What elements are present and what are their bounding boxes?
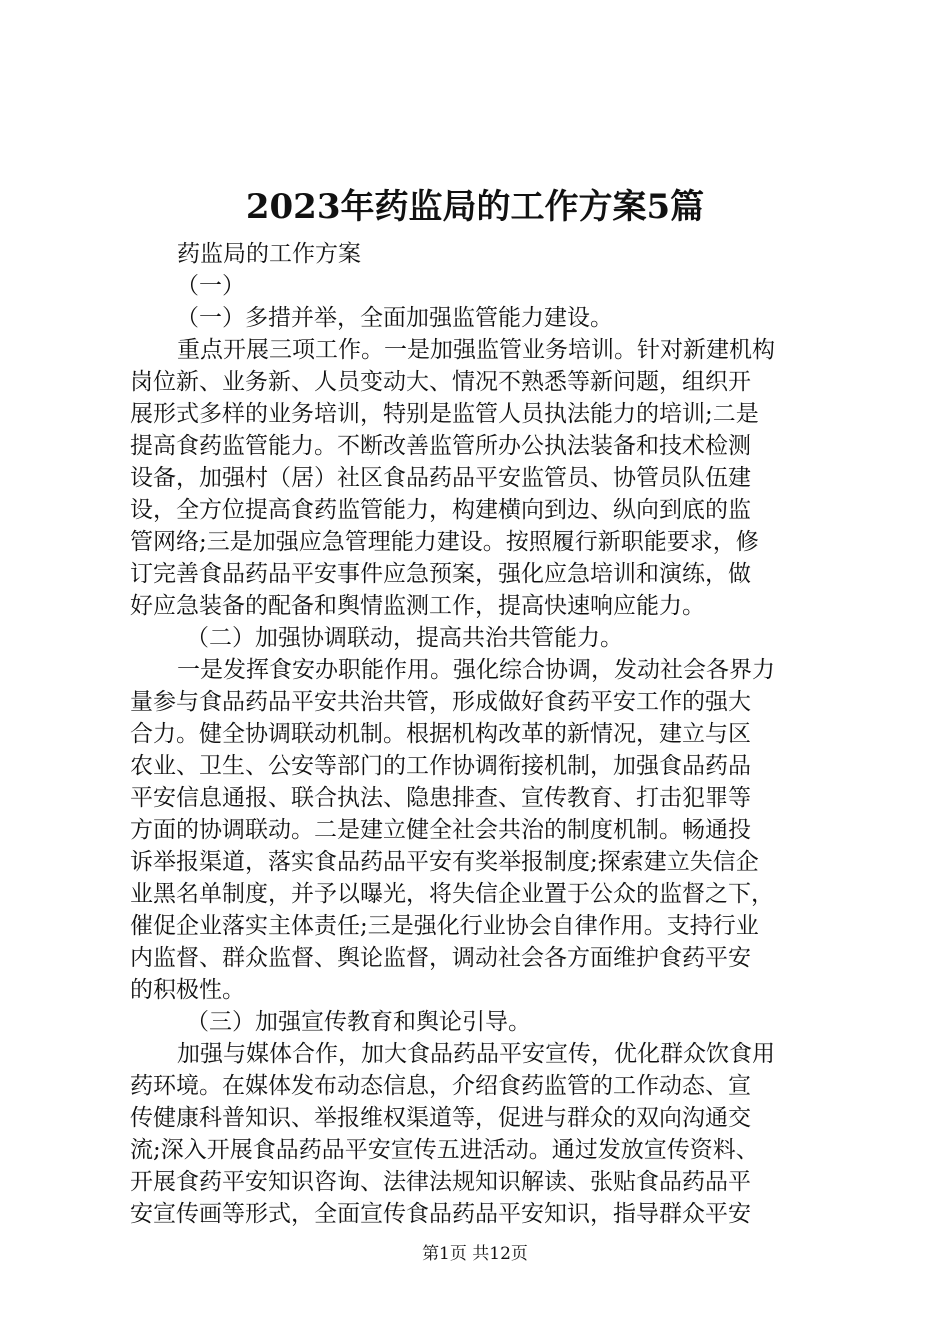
paragraph-line: 农业、卫生、公安等部门的工作协调衔接机制，加强食品药品 — [130, 753, 751, 779]
paragraph-line: 管网络;三是加强应急管理能力建设。按照履行新职能要求，修 — [130, 529, 759, 555]
paragraph-line: 岗位新、业务新、人员变动大、情况不熟悉等新问题，组织开 — [130, 369, 751, 395]
paragraph-line: 重点开展三项工作。一是加强监管业务培训。针对新建机构 — [177, 337, 775, 363]
paragraph-line: 平安信息通报、联合执法、隐患排查、宣传教育、打击犯罪等 — [130, 785, 751, 811]
section-heading-1: （一）多措并举，全面加强监管能力建设。 — [176, 305, 613, 331]
section-heading-3: （三）加强宣传教育和舆论引导。 — [186, 1009, 531, 1035]
page-number-footer: 第1页 共12页 — [422, 1244, 528, 1264]
paragraph-line: 药环境。在媒体发布动态信息，介绍食药监管的工作动态、宣 — [130, 1073, 751, 1099]
subtitle-line: 药监局的工作方案 — [177, 241, 361, 267]
document-body — [130, 238, 830, 1230]
paragraph-line: 设，全方位提高食药监管能力，构建横向到边、纵向到底的监 — [130, 497, 751, 523]
paragraph-line: 合力。健全协调联动机制。根据机构改革的新情况，建立与区 — [130, 721, 751, 747]
paragraph-line: 传健康科普知识、举报维权渠道等，促进与群众的双向沟通交 — [130, 1105, 751, 1131]
paragraph-line: 催促企业落实主体责任;三是强化行业协会自律作用。支持行业 — [130, 913, 759, 939]
paragraph-line: 好应急装备的配备和舆情监测工作，提高快速响应能力。 — [130, 593, 705, 619]
paragraph-line: 内监督、群众监督、舆论监督，调动社会各方面维护食药平安 — [130, 945, 751, 971]
paragraph-line: 的积极性。 — [130, 977, 245, 1003]
paragraph-line: 开展食药平安知识咨询、法律法规知识解读、张贴食品药品平 — [130, 1169, 751, 1195]
document-title: 2023年药监局的工作方案5篇 — [245, 187, 705, 227]
paragraph-line: 量参与食品药品平安共治共管，形成做好食药平安工作的强大 — [130, 689, 751, 715]
paragraph-line: 订完善食品药品平安事件应急预案，强化应急培训和演练，做 — [130, 561, 751, 587]
paragraph-line: 诉举报渠道，落实食品药品平安有奖举报制度;探索建立失信企 — [130, 849, 759, 875]
paragraph-line: 加强与媒体合作，加大食品药品平安宣传，优化群众饮食用 — [177, 1041, 775, 1067]
section-marker-line: （一） — [176, 273, 245, 299]
paragraph-line: 安宣传画等形式，全面宣传食品药品平安知识，指导群众平安 — [130, 1201, 751, 1227]
paragraph-line: 一是发挥食安办职能作用。强化综合协调，发动社会各界力 — [177, 657, 775, 683]
paragraph-line: 展形式多样的业务培训，特别是监管人员执法能力的培训;二是 — [130, 401, 759, 427]
section-heading-2: （二）加强协调联动，提高共治共管能力。 — [186, 625, 623, 651]
paragraph-line: 流;深入开展食品药品平安宣传五进活动。通过发放宣传资料、 — [130, 1137, 759, 1163]
paragraph-line: 业黑名单制度，并予以曝光，将失信企业置于公众的监督之下， — [130, 881, 774, 907]
paragraph-line: 提高食药监管能力。不断改善监管所办公执法装备和技术检测 — [130, 433, 751, 459]
paragraph-line: 方面的协调联动。二是建立健全社会共治的制度机制。畅通投 — [130, 817, 751, 843]
paragraph-line: 设备，加强村（居）社区食品药品平安监管员、协管员队伍建 — [130, 465, 751, 491]
